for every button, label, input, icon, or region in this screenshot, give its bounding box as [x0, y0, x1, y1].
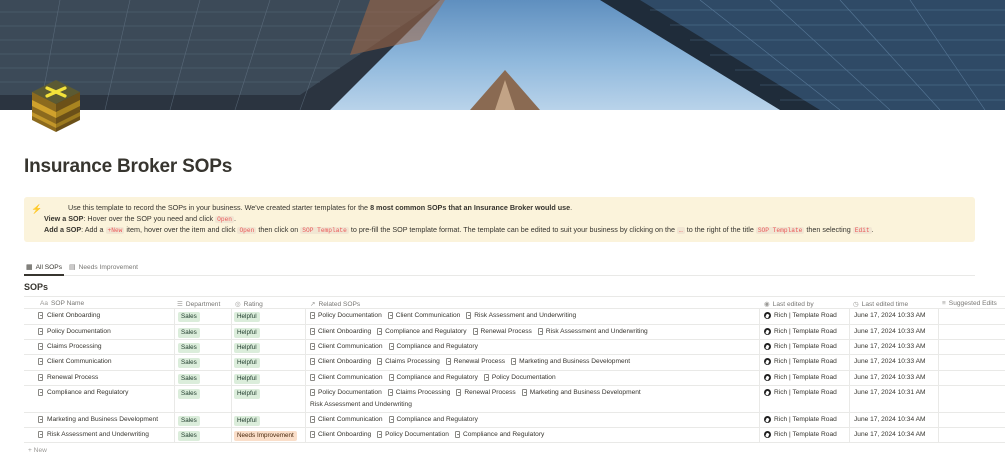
avatar: [764, 328, 771, 335]
page-icon: [38, 343, 43, 350]
callout-text: item, hover over the item and click: [124, 225, 238, 234]
column-divider: [174, 355, 175, 370]
column-divider: [231, 325, 232, 339]
related-sop-link[interactable]: [511, 358, 630, 365]
tab-label: Needs Improvement: [78, 263, 138, 271]
department-cell[interactable]: [178, 389, 200, 399]
related-sop-label: Compliance and Regulatory: [396, 343, 478, 350]
related-sop-link[interactable]: [377, 328, 466, 335]
page-icon: [484, 374, 489, 381]
column-divider: [174, 371, 175, 385]
page-icon: [456, 389, 461, 396]
callout-text: .: [570, 203, 573, 212]
column-divider: [174, 309, 175, 324]
related-sop-link[interactable]: [455, 431, 544, 438]
rating-cell[interactable]: [234, 374, 260, 384]
callout-text: : Add a: [81, 225, 106, 234]
related-sop-link[interactable]: [310, 312, 382, 319]
last-edited-by-cell[interactable]: [764, 389, 837, 396]
related-sop-link[interactable]: [310, 374, 383, 381]
sop-name-cell[interactable]: [38, 312, 100, 319]
page-icon: [388, 389, 393, 396]
rating-tag: Helpful: [234, 343, 260, 353]
column-header-label: SOP Name: [50, 300, 85, 307]
department-cell[interactable]: [178, 358, 200, 368]
column-divider: [849, 355, 850, 370]
active-tab-indicator: [24, 274, 64, 276]
related-sop-link[interactable]: [389, 374, 478, 381]
editor-name: Rich | Template Road: [774, 358, 837, 365]
related-sop-label: Claims Processing: [395, 389, 451, 396]
related-sop-link[interactable]: [389, 343, 478, 350]
column-divider: [759, 371, 760, 385]
related-sop-link[interactable]: [473, 328, 532, 335]
sop-name-cell[interactable]: [38, 416, 158, 423]
page-icon: [38, 312, 43, 319]
page-icon: [38, 374, 43, 381]
department-tag: Sales: [178, 343, 200, 353]
sop-name-cell[interactable]: [38, 358, 112, 365]
column-divider: [231, 371, 232, 385]
related-sop-label: Client Communication: [318, 343, 383, 350]
tab-needs-improvement[interactable]: [69, 263, 138, 271]
cover-image[interactable]: [0, 0, 1005, 110]
add-new-row-button[interactable]: + New: [28, 447, 47, 454]
page-icon: [310, 328, 315, 335]
related-sop-link[interactable]: [310, 401, 412, 408]
column-header-sop-name[interactable]: [40, 300, 84, 307]
related-sop-label: Renewal Process: [480, 328, 532, 335]
page-icon: [310, 374, 315, 381]
related-sops-cell[interactable]: [310, 374, 562, 381]
sop-name: Policy Documentation: [47, 328, 111, 335]
sop-name: Compliance and Regulatory: [47, 389, 129, 396]
page-icon: [310, 431, 315, 438]
column-divider: [231, 386, 232, 412]
department-tag: Sales: [178, 389, 200, 399]
related-sop-label: Marketing and Business Development: [529, 389, 641, 396]
rating-tag: Helpful: [234, 416, 260, 426]
edited-time: June 17, 2024 10:34 AM: [854, 431, 926, 438]
instructions-callout: [24, 197, 975, 242]
related-sop-label: Policy Documentation: [318, 312, 382, 319]
rating-cell[interactable]: [234, 358, 260, 368]
page-icon: [38, 416, 43, 423]
column-divider: [938, 428, 939, 442]
status-property-icon: ◎: [235, 301, 241, 308]
edited-time: June 17, 2024 10:33 AM: [854, 358, 926, 365]
sop-name: Client Onboarding: [47, 312, 101, 319]
column-divider: [759, 355, 760, 370]
column-divider: [849, 428, 850, 442]
related-sop-label: Client Communication: [395, 312, 461, 319]
column-divider: [231, 355, 232, 370]
page-icon: [310, 343, 315, 350]
column-header-last-edited-time[interactable]: [853, 300, 908, 308]
related-sop-label: Marketing and Business Development: [519, 358, 631, 365]
last-edited-by-cell[interactable]: [764, 343, 837, 350]
last-edited-time-cell[interactable]: [854, 389, 926, 396]
edited-time: June 17, 2024 10:33 AM: [854, 374, 926, 381]
table-row[interactable]: [24, 355, 1005, 371]
person-property-icon: ◉: [764, 301, 770, 308]
column-divider: [305, 325, 306, 339]
related-sop-label: Renewal Process: [464, 389, 516, 396]
department-cell[interactable]: [178, 431, 200, 441]
page-icon: [446, 358, 451, 365]
editor-name: Rich | Template Road: [774, 374, 837, 381]
table-icon: ▤: [69, 264, 76, 271]
column-divider: [174, 413, 175, 427]
column-header-label: Related SOPs: [318, 300, 361, 308]
column-divider: [305, 386, 306, 412]
related-sop-label: Renewal Process: [453, 358, 506, 365]
table-row[interactable]: [24, 371, 1005, 386]
related-sop-link[interactable]: [522, 389, 641, 396]
column-divider: [938, 371, 939, 385]
rating-cell[interactable]: [234, 312, 260, 322]
callout-text: .: [871, 225, 874, 234]
related-sop-link[interactable]: [484, 374, 556, 381]
related-sop-label: Client Onboarding: [318, 431, 372, 438]
related-sop-label: Policy Documentation: [385, 431, 449, 438]
callout-bold-text: Add a SOP: [44, 225, 82, 234]
last-edited-time-cell[interactable]: [854, 431, 926, 438]
column-header-label: Suggested Edits: [948, 300, 997, 307]
related-sop-link[interactable]: [389, 416, 478, 423]
inline-code: …: [678, 227, 683, 234]
page-icon: [466, 312, 471, 319]
avatar: [764, 374, 771, 381]
last-edited-time-cell[interactable]: [854, 328, 926, 335]
column-divider: [305, 309, 306, 324]
department-cell[interactable]: [178, 343, 200, 353]
related-sop-link[interactable]: [310, 328, 371, 335]
callout-text: Use this template to record the SOPs in your business. We've created starter templates for the: [68, 203, 371, 212]
page-icon: [511, 358, 516, 365]
related-sop-label: Policy Documentation: [318, 389, 382, 396]
department-tag: Sales: [178, 431, 200, 441]
table-icon: ▦: [26, 264, 33, 271]
column-divider: [305, 355, 306, 370]
column-divider: [938, 340, 939, 354]
column-divider: [759, 325, 760, 339]
page-icon: [377, 431, 382, 438]
table-row[interactable]: [24, 386, 1005, 413]
table-row[interactable]: [24, 325, 1005, 340]
column-divider: [849, 309, 850, 324]
last-edited-by-cell[interactable]: [764, 374, 837, 381]
sop-name: Risk Assessment and Underwriting: [47, 431, 149, 438]
column-divider: [938, 309, 939, 324]
related-sops-cell[interactable]: [310, 431, 550, 438]
sop-name: Renewal Process: [47, 374, 99, 381]
page-icon: [38, 389, 43, 396]
text-property-icon: Aa: [40, 300, 48, 307]
column-header-label: Last edited by: [772, 300, 814, 308]
last-edited-by-cell[interactable]: [764, 312, 837, 319]
column-divider: [231, 309, 232, 324]
column-divider: [305, 371, 306, 385]
rating-tag: Helpful: [234, 389, 260, 399]
sop-name-cell[interactable]: [38, 374, 98, 381]
related-sop-link[interactable]: [310, 389, 382, 396]
callout-text: to the right of the title: [684, 225, 756, 234]
related-sop-label: Client Onboarding: [318, 328, 372, 335]
tab-all-sops[interactable]: [26, 263, 62, 271]
callout-line-add: [44, 224, 874, 236]
rating-cell[interactable]: [234, 328, 260, 338]
page-icon: [38, 358, 43, 365]
related-sop-link[interactable]: [377, 431, 449, 438]
related-sop-label: Compliance and Regulatory: [396, 416, 478, 423]
last-edited-time-cell[interactable]: [854, 416, 926, 423]
page-icon: [389, 416, 394, 423]
column-divider: [305, 428, 306, 442]
column-divider: [174, 428, 175, 442]
last-edited-time-cell[interactable]: [854, 374, 926, 381]
column-header-related-sops[interactable]: [310, 300, 360, 308]
rating-tag: Helpful: [234, 358, 260, 368]
page-icon: [38, 431, 43, 438]
rating-cell[interactable]: [234, 343, 260, 353]
rating-tag: Helpful: [234, 328, 260, 338]
sop-name: Client Communication: [47, 358, 112, 365]
page-icon: [310, 358, 315, 365]
rating-cell[interactable]: [234, 389, 260, 399]
tab-label: All SOPs: [35, 263, 63, 271]
department-cell[interactable]: [178, 312, 200, 322]
column-divider: [849, 386, 850, 412]
rating-tag: Needs Improvement: [234, 431, 297, 441]
column-divider: [305, 413, 306, 427]
callout-text: then click on: [256, 225, 301, 234]
related-sops-cell[interactable]: [310, 358, 636, 365]
column-header-label: Last edited time: [861, 300, 909, 308]
page-icon: [388, 312, 393, 319]
last-edited-time-cell[interactable]: [854, 343, 926, 350]
sop-name-cell[interactable]: [38, 328, 111, 335]
related-sop-link[interactable]: [310, 416, 383, 423]
related-sop-label: Compliance and Regulatory: [385, 328, 467, 335]
table-row[interactable]: [24, 340, 1005, 355]
sop-name: Claims Processing: [47, 343, 102, 350]
avatar: [764, 343, 771, 350]
column-divider: [759, 309, 760, 324]
department-cell[interactable]: [178, 374, 200, 384]
inline-code: SOP Template: [757, 227, 803, 234]
avatar: [764, 312, 771, 319]
text-lines-icon: ≡: [942, 300, 946, 307]
inline-code: Open: [217, 216, 232, 223]
related-sop-link[interactable]: [310, 431, 371, 438]
column-header-suggested-edits[interactable]: [942, 300, 997, 307]
page-icon: [389, 343, 394, 350]
related-sop-label: Client Onboarding: [318, 358, 372, 365]
table-row[interactable]: [24, 413, 1005, 428]
column-header-department[interactable]: [177, 300, 220, 308]
edited-time: June 17, 2024 10:33 AM: [854, 343, 926, 350]
page-icon: [455, 431, 460, 438]
page-icon[interactable]: [30, 78, 82, 134]
page-icon: [473, 328, 478, 335]
related-sops-cell[interactable]: [310, 312, 582, 319]
column-divider: [759, 413, 760, 427]
inline-code: SOP Template: [302, 227, 347, 234]
column-divider: [231, 428, 232, 442]
edited-time: June 17, 2024 10:34 AM: [854, 416, 926, 423]
rating-cell[interactable]: [234, 431, 297, 441]
related-sop-label: Client Communication: [318, 416, 383, 423]
related-sop-link[interactable]: [456, 389, 515, 396]
department-tag: Sales: [178, 416, 200, 426]
last-edited-by-cell[interactable]: [764, 431, 837, 438]
column-divider: [174, 340, 175, 354]
callout-text: : Hover over the SOP you need and click: [83, 214, 216, 223]
related-sop-label: Risk Assessment and Underwriting: [310, 401, 412, 408]
rating-cell[interactable]: [234, 416, 260, 426]
column-header-label: Department: [185, 300, 221, 308]
table-row[interactable]: [24, 309, 1005, 325]
sop-name-cell[interactable]: [38, 389, 128, 396]
related-sops-cell[interactable]: [310, 328, 654, 335]
last-edited-time-cell[interactable]: [854, 358, 926, 365]
relation-arrow-icon: ↗: [310, 301, 316, 308]
related-sop-link[interactable]: [310, 358, 371, 365]
related-sop-link[interactable]: [446, 358, 505, 365]
related-sop-label: Client Communication: [318, 374, 383, 381]
department-tag: Sales: [178, 312, 200, 322]
avatar: [764, 358, 771, 365]
clock-icon: ◷: [853, 301, 859, 308]
related-sop-link[interactable]: [388, 389, 451, 396]
editor-name: Rich | Template Road: [774, 416, 837, 423]
column-divider: [759, 340, 760, 354]
department-tag: Sales: [178, 328, 200, 338]
avatar: [764, 389, 771, 396]
related-sop-label: Policy Documentation: [491, 374, 556, 381]
edited-time: June 17, 2024 10:33 AM: [854, 312, 926, 319]
database-title[interactable]: SOPs: [24, 282, 49, 292]
last-edited-time-cell[interactable]: [854, 312, 926, 319]
related-sop-link[interactable]: [538, 328, 648, 335]
page-icon: [310, 312, 315, 319]
related-sop-link[interactable]: [388, 312, 461, 319]
column-header-label: Rating: [243, 300, 263, 308]
editor-name: Rich | Template Road: [774, 431, 837, 438]
callout-text: to pre-fill the SOP template format. The template can be edited to suit your business by clicking on the: [348, 225, 677, 234]
page-icon: [389, 374, 394, 381]
related-sops-cell[interactable]: [310, 343, 484, 350]
callout-line-intro: [68, 202, 572, 213]
related-sop-label: Risk Assessment and Underwriting: [474, 312, 577, 319]
column-divider: [174, 386, 175, 412]
column-divider: [231, 413, 232, 427]
inline-code: +New: [107, 227, 123, 234]
column-divider: [231, 340, 232, 354]
column-divider: [849, 371, 850, 385]
column-divider: [938, 325, 939, 339]
page-icon: [522, 389, 527, 396]
column-divider: [305, 340, 306, 354]
page-title[interactable]: Insurance Broker SOPs: [24, 156, 233, 177]
page-icon: [377, 358, 382, 365]
column-header-last-edited-by[interactable]: [764, 300, 814, 308]
related-sop-label: Compliance and Regulatory: [396, 374, 478, 381]
related-sop-link[interactable]: [377, 358, 440, 365]
related-sop-label: Claims Processing: [385, 358, 440, 365]
callout-text: then selecting: [804, 225, 853, 234]
avatar: [764, 431, 771, 438]
related-sop-link[interactable]: [310, 343, 383, 350]
callout-bold-text: 8 most common SOPs that an Insurance Broker would use: [370, 203, 571, 212]
column-divider: [849, 325, 850, 339]
last-edited-by-cell[interactable]: [764, 328, 837, 335]
last-edited-by-cell[interactable]: [764, 358, 837, 365]
column-header-rating[interactable]: [235, 300, 263, 308]
lightning-icon: ⚡: [31, 204, 43, 214]
callout-bold-text: View a SOP: [44, 214, 84, 223]
cover-buildings-illustration: [0, 0, 1005, 110]
editor-name: Rich | Template Road: [774, 312, 837, 319]
view-tabs: [24, 262, 975, 276]
edited-time: June 17, 2024 10:31 AM: [854, 389, 926, 396]
avatar: [764, 416, 771, 423]
column-divider: [938, 386, 939, 412]
column-divider: [759, 428, 760, 442]
department-cell[interactable]: [178, 328, 200, 338]
rating-tag: Helpful: [234, 374, 260, 384]
table-header: [24, 296, 1005, 309]
related-sop-link[interactable]: [466, 312, 576, 319]
sop-name: Marketing and Business Development: [47, 416, 159, 423]
editor-name: Rich | Template Road: [774, 328, 837, 335]
sop-name-cell[interactable]: [38, 431, 149, 438]
page-icon: [377, 328, 382, 335]
sop-name-cell[interactable]: [38, 343, 102, 350]
column-divider: [759, 386, 760, 412]
list-property-icon: ☰: [177, 301, 183, 308]
callout-text: .: [234, 214, 236, 223]
last-edited-by-cell[interactable]: [764, 416, 837, 423]
column-divider: [174, 325, 175, 339]
related-sops-cell[interactable]: [310, 416, 484, 423]
related-sop-label: Risk Assessment and Underwriting: [545, 328, 648, 335]
editor-name: Rich | Template Road: [774, 389, 837, 396]
related-sops-cell-wrap[interactable]: [310, 401, 418, 408]
column-divider: [938, 413, 939, 427]
column-divider: [938, 355, 939, 370]
department-tag: Sales: [178, 374, 200, 384]
page-icon: [538, 328, 543, 335]
table-row[interactable]: [24, 428, 1005, 443]
related-sop-label: Compliance and Regulatory: [462, 431, 545, 438]
rating-tag: Helpful: [234, 312, 260, 322]
inline-code: Edit: [854, 227, 870, 234]
department-tag: Sales: [178, 358, 200, 368]
column-divider: [849, 413, 850, 427]
department-cell[interactable]: [178, 416, 200, 426]
page-icon: [38, 328, 43, 335]
column-divider: [849, 340, 850, 354]
page-icon: [310, 389, 315, 396]
inline-code: Open: [239, 227, 255, 234]
related-sops-cell[interactable]: [310, 389, 647, 396]
edited-time: June 17, 2024 10:33 AM: [854, 328, 926, 335]
page-icon: [310, 416, 315, 423]
editor-name: Rich | Template Road: [774, 343, 837, 350]
